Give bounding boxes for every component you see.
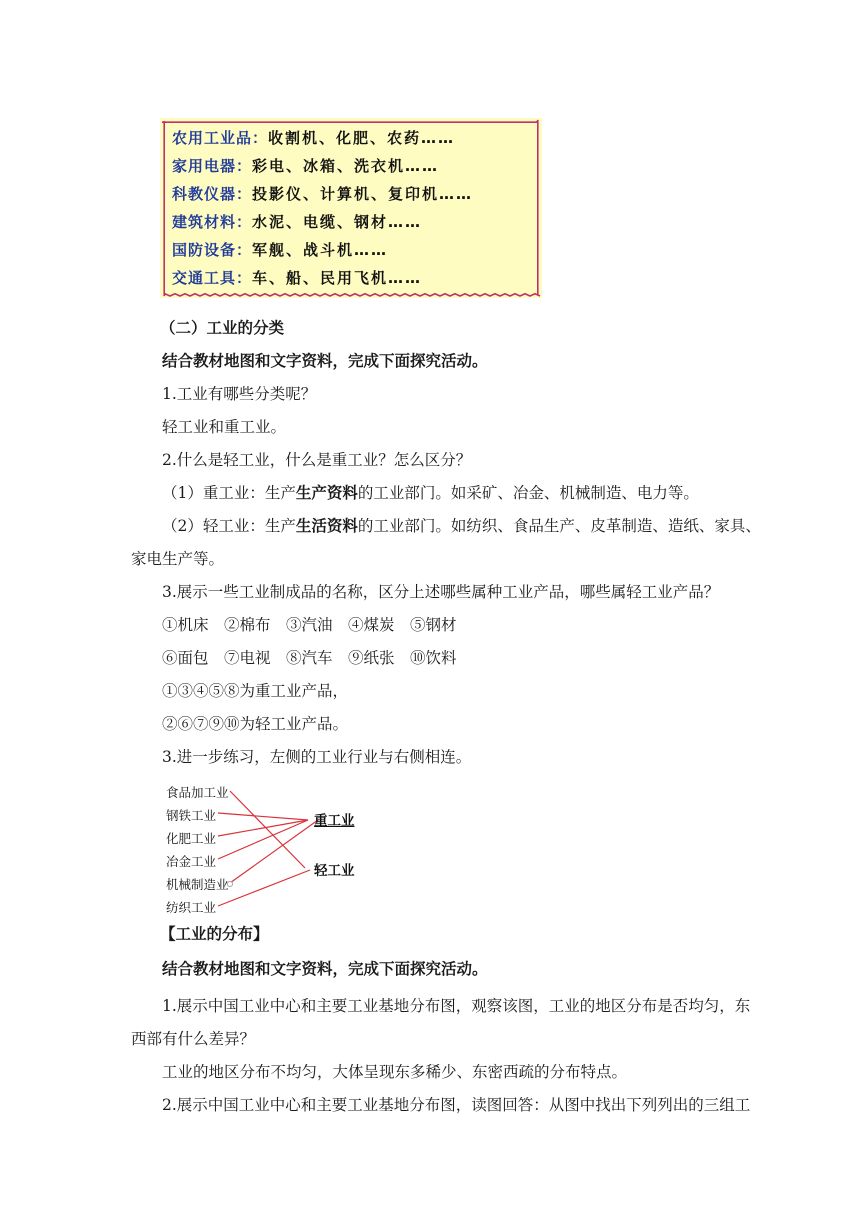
product-row-transport — [172, 264, 422, 292]
industry-food: 食品加工业 — [166, 785, 229, 800]
product-row-value: 彩电、冰箱、洗衣机…… — [252, 157, 440, 175]
instruction-text: 结合教材地图和文字资料，完成下面探究活动。 — [162, 351, 488, 370]
product-row-value: 水泥、电缆、钢材…… — [252, 213, 423, 231]
product-row-value: 军舰、战斗机…… — [252, 241, 389, 259]
question-1: 1.工业有哪些分类呢？ — [162, 385, 317, 403]
heavy-industry-label: 重工业 — [314, 813, 355, 829]
industry-fertilizer: 化肥工业 — [166, 831, 217, 846]
question-3: 3.展示一些工业制成品的名称，区分上述哪些属种工业产品，哪些属轻工业产品？ — [162, 583, 720, 601]
industry-machinery: 机械制造业 — [166, 877, 229, 892]
light-answer: ②⑥⑦⑨⑩为轻工业产品。 — [162, 715, 349, 733]
product-row-key: 农用工业品： — [172, 129, 269, 147]
link-metallurgy-heavy — [218, 820, 308, 859]
instruction-text-2: 结合教材地图和文字资料，完成下面探究活动。 — [162, 959, 488, 978]
definition-text: （2）轻工业：生产 — [162, 517, 296, 535]
light-industry-label: 轻工业 — [314, 863, 355, 879]
industry-metallurgy: 冶金工业 — [166, 854, 217, 869]
industrial-products-box — [160, 118, 542, 298]
link-textile-light — [218, 870, 310, 906]
product-row-agriculture — [172, 124, 455, 152]
distribution-answer-1: 工业的地区分布不均匀，大体呈现东多稀少、东密西疏的分布特点。 — [162, 1063, 628, 1081]
product-row-building — [172, 208, 422, 236]
product-row-defense — [172, 236, 388, 264]
light-industry-definition — [162, 515, 761, 537]
product-row-key: 建筑材料： — [172, 213, 253, 231]
link-fertilizer-heavy — [218, 820, 308, 836]
definition-text: 的工业部门。如纺织、食品生产、皮革制造、造纸、家具、 — [357, 517, 761, 535]
distribution-question-1: 1.展示中国工业中心和主要工业基地分布图，观察该图，工业的地区分布是否均匀，东 — [162, 997, 751, 1015]
question-2: 2.什么是轻工业，什么是重工业？怎么区分？ — [162, 451, 472, 469]
heavy-industry-definition — [162, 482, 699, 504]
industry-steel: 钢铁工业 — [166, 808, 217, 823]
product-row-instruments — [172, 180, 473, 208]
product-row-key: 科教仪器： — [172, 185, 253, 203]
link-machinery-heavy — [230, 820, 318, 883]
product-row-appliances — [172, 152, 439, 180]
product-row-key: 交通工具： — [172, 269, 253, 287]
definition-keyword: 生活资料 — [295, 516, 358, 535]
product-list-row-1: ①机床 ②棉布 ③汽油 ④煤炭 ⑤钢材 — [162, 616, 457, 634]
definition-text: （1）重工业：生产 — [162, 484, 296, 502]
product-row-value: 投影仪、计算机、复印机…… — [252, 185, 474, 203]
heavy-answer: ①③④⑤⑧为重工业产品， — [162, 682, 349, 700]
product-row-key: 国防设备： — [172, 241, 253, 259]
question-4: 3.进一步练习，左侧的工业行业与右侧相连。 — [162, 748, 472, 766]
distribution-question-1-cont: 西部有什么差异？ — [131, 1030, 256, 1048]
answer-1: 轻工业和重工业。 — [162, 418, 287, 436]
industry-textile: 纺织工业 — [166, 900, 217, 915]
section-heading-distribution: 【工业的分布】 — [160, 924, 269, 943]
distribution-question-2: 2.展示中国工业中心和主要工业基地分布图，读图回答：从图中找出下列列出的三组工 — [162, 1096, 751, 1114]
matching-diagram — [160, 780, 400, 920]
section-heading-classify: （二）工业的分类 — [160, 318, 285, 337]
product-list-row-2: ⑥面包 ⑦电视 ⑧汽车 ⑨纸张 ⑩饮料 — [162, 649, 457, 667]
product-row-key: 家用电器： — [172, 157, 253, 175]
product-row-value: 车、船、民用飞机…… — [252, 269, 423, 287]
link-steel-heavy — [218, 813, 308, 820]
product-row-value: 收割机、化肥、农药…… — [268, 129, 456, 147]
definition-text: 的工业部门。如采矿、冶金、机械制造、电力等。 — [357, 484, 699, 502]
definition-keyword: 生产资料 — [295, 483, 358, 502]
light-industry-definition-cont: 家电生产等。 — [131, 550, 225, 568]
